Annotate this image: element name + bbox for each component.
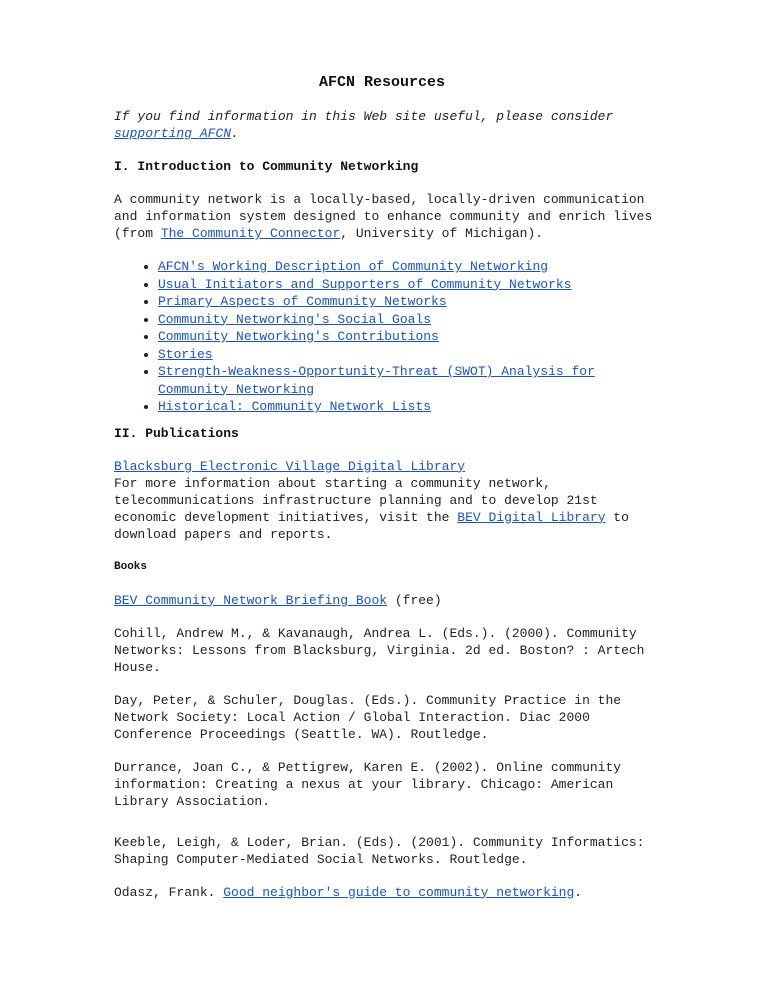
intro-text-end: . (231, 126, 239, 141)
primary-aspects-link[interactable]: Primary Aspects of Community Networks (158, 294, 447, 309)
social-goals-link[interactable]: Community Networking's Social Goals (158, 311, 432, 327)
supporting-afcn-link[interactable]: supporting AFCN (114, 126, 232, 141)
contributions-link[interactable]: Community Networking's Contributions (158, 329, 439, 344)
list-item (158, 363, 656, 398)
introduction-link-list (114, 258, 656, 416)
list-item (158, 276, 656, 294)
definition-text: A community network is a locally-based, locally-driven communication and information system designed to enhance community and enrich lives (from (114, 192, 653, 241)
swot-analysis-link[interactable]: Strength-Weakness-Opportunity-Threat (SWOT) Analysis for Community Networking (158, 364, 595, 397)
briefing-book-reference (114, 592, 656, 609)
intro-text: If you find information in this Web site useful, please consider (114, 109, 614, 124)
list-item (158, 398, 656, 416)
digital-library-paragraph (114, 458, 656, 543)
section-heading-publications: II. Publications (114, 425, 239, 441)
odasz-period: . (574, 884, 583, 900)
list-item (158, 328, 656, 346)
book-reference: Day, Peter, & Schuler, Douglas. (Eds.). Community Practice in the Network Society: Local Action / Global Interaction. Diac 2000 Conference Proceedings (Seattle. WA). Routledge. (114, 692, 622, 742)
historical-lists-link[interactable]: Historical: Community Network Lists (158, 399, 432, 414)
books-heading: Books (114, 560, 148, 573)
page-title: AFCN Resources (318, 74, 446, 91)
community-connector-link[interactable]: The Community Connector (160, 226, 341, 241)
bev-digital-library-title-link[interactable]: Blacksburg Electronic Village Digital Library (114, 458, 466, 474)
book-reference: Keeble, Leigh, & Loder, Brian. (Eds). (2001). Community Informatics: Shaping Computer-Mediated Social Networks. Routledge. (114, 834, 645, 867)
intro-paragraph (114, 108, 656, 142)
odasz-reference (114, 884, 656, 901)
initiators-supporters-link[interactable]: Usual Initiators and Supporters of Community Networks (158, 276, 572, 292)
library-text-end: to download papers and reports. (114, 509, 629, 542)
briefing-book-link[interactable]: BEV Community Network Briefing Book (114, 592, 388, 608)
book-reference: Cohill, Andrew M., & Kavanaugh, Andrea L. (Eds.). (2000). Community Networks: Lessons from Blacksburg, Virginia. 2d ed. Boston? : Artech House. (114, 625, 645, 675)
list-item (158, 258, 656, 276)
good-neighbor-guide-link[interactable]: Good neighbor's guide to community networking (223, 884, 575, 900)
list-item (158, 293, 656, 311)
list-item (158, 346, 656, 364)
briefing-free-label: (free) (387, 592, 442, 608)
odasz-author: Odasz, Frank. (114, 884, 224, 900)
library-text: For more information about starting a community network, telecommunications infrastructure planning and to develop 21st economic development initiatives, visit the (114, 475, 598, 525)
stories-link[interactable]: Stories (158, 346, 213, 362)
section-heading-introduction: I. Introduction to Community Networking (114, 159, 419, 174)
book-reference: Durrance, Joan C., & Pettigrew, Karen E. (2002). Online community information: Creating a nexus at your library. Chicago: American Library Association. (114, 759, 622, 809)
list-item (158, 311, 656, 329)
bev-digital-library-link[interactable]: BEV Digital Library (457, 509, 606, 525)
definition-text-end: , University of Michigan). (340, 226, 544, 241)
community-network-definition (114, 191, 656, 242)
working-description-link[interactable]: AFCN's Working Description of Community Networking (158, 259, 549, 274)
